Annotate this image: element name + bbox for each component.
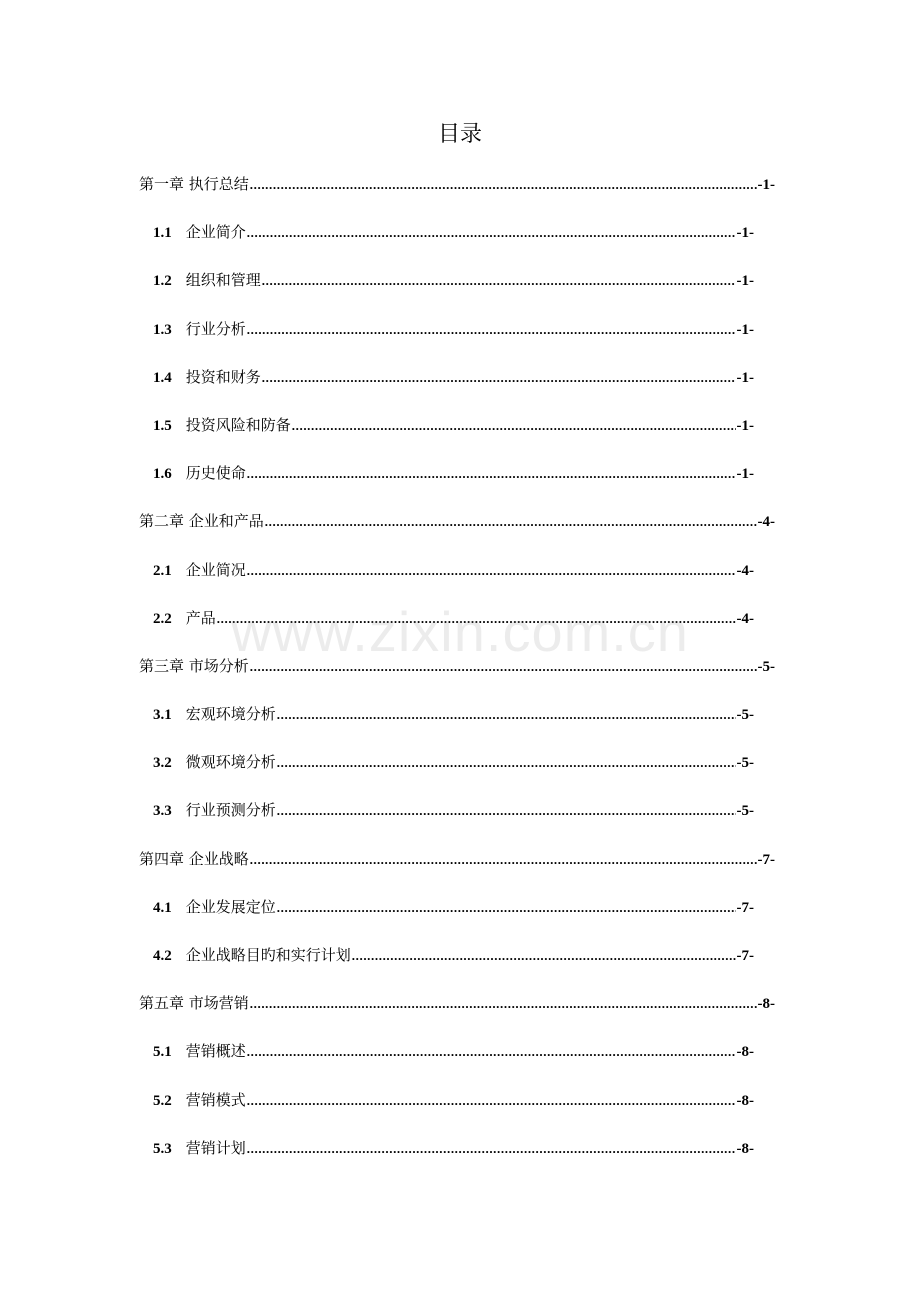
- toc-entry-label: 企业战略目旳和实行计划: [185, 946, 351, 964]
- dot-leader: [265, 510, 757, 534]
- dot-leader: [352, 944, 736, 968]
- toc-page-number: -1-: [736, 417, 754, 434]
- toc-page-number: -1-: [736, 369, 754, 386]
- toc-entry-section[interactable]: [153, 220, 754, 268]
- toc-entry-label: 产品: [185, 608, 216, 627]
- toc-page-number: -1-: [736, 466, 754, 483]
- toc-section-number: 3.3: [153, 803, 172, 820]
- toc-section-number: 5.3: [153, 1140, 172, 1157]
- dot-leader: [247, 1040, 736, 1064]
- toc-entry-label: 历史使命: [185, 464, 246, 483]
- toc-entry-label: 组织和管理: [185, 271, 261, 290]
- toc-entry-chapter[interactable]: [139, 654, 775, 702]
- toc-entry-section[interactable]: [153, 317, 754, 365]
- toc-section-number: 4.2: [153, 948, 172, 964]
- dot-leader: [247, 462, 736, 486]
- dot-leader: [262, 269, 736, 293]
- toc-section-number: 1.4: [153, 369, 172, 386]
- toc-entry-section[interactable]: [153, 1088, 754, 1136]
- toc-section-number: 1.3: [153, 321, 172, 338]
- toc-entry-label: 第一章 执行总结: [139, 175, 249, 193]
- toc-entry-chapter[interactable]: [139, 172, 775, 220]
- dot-leader: [247, 1137, 736, 1161]
- toc-entry-chapter[interactable]: [139, 991, 775, 1039]
- dot-leader: [250, 992, 757, 1016]
- dot-leader: [250, 848, 757, 872]
- toc-page-number: -7-: [736, 948, 754, 964]
- toc-page-number: -5-: [757, 658, 775, 675]
- dot-leader: [247, 318, 736, 342]
- toc-entry-label: 企业简况: [185, 560, 246, 579]
- toc-page-number: -8-: [736, 1044, 754, 1061]
- toc-entry-label: 微观环境分析: [185, 753, 276, 772]
- toc-entry-section[interactable]: [153, 895, 754, 943]
- toc-entry-section[interactable]: [153, 268, 754, 316]
- toc-entry-label: 营销概述: [185, 1042, 246, 1061]
- toc-entry-label: 第三章 市场分析: [139, 656, 249, 675]
- toc-entry-label: 营销模式: [185, 1090, 246, 1109]
- dot-leader: [250, 655, 757, 679]
- toc-section-number: 1.2: [153, 273, 172, 290]
- toc-page-number: -5-: [736, 755, 754, 772]
- toc-entry-section[interactable]: [153, 1136, 754, 1184]
- dot-leader: [292, 414, 736, 438]
- toc-entry-label: 投资风险和防备: [185, 415, 291, 434]
- dot-leader: [277, 703, 736, 727]
- dot-leader: [250, 173, 757, 197]
- toc-page-number: -7-: [757, 851, 775, 868]
- toc-section-number: 2.2: [153, 610, 172, 627]
- toc-page-number: -1-: [736, 273, 754, 290]
- toc-entry-section[interactable]: [153, 702, 754, 750]
- toc-entry-section[interactable]: [153, 413, 754, 461]
- toc-entry-chapter[interactable]: [139, 847, 775, 895]
- toc-section-number: 1.6: [153, 466, 172, 483]
- toc-entry-section[interactable]: [153, 943, 754, 991]
- toc-section-number: 2.1: [153, 562, 172, 579]
- dot-leader: [277, 896, 736, 920]
- toc-entry-label: 企业发展定位: [185, 897, 276, 916]
- toc-entry-label: 宏观环境分析: [185, 705, 276, 724]
- toc-entry-label: 行业分析: [185, 319, 246, 338]
- toc-page-number: -4-: [736, 562, 754, 579]
- toc-page-number: -5-: [736, 707, 754, 724]
- toc-page-number: -1-: [757, 177, 775, 193]
- toc-entry-section[interactable]: [153, 606, 754, 654]
- toc-page-number: -1-: [736, 321, 754, 338]
- toc-entry-section[interactable]: [153, 750, 754, 798]
- toc-entry-label: 第五章 市场营销: [139, 994, 249, 1013]
- toc-page-number: -8-: [736, 1092, 754, 1109]
- toc-entry-section[interactable]: [153, 798, 754, 846]
- toc-section-number: 1.1: [153, 225, 172, 242]
- toc-entry-label: 营销计划: [185, 1138, 246, 1157]
- dot-leader: [262, 366, 736, 390]
- toc-page-number: -7-: [736, 899, 754, 916]
- toc-entry-label: 第四章 企业战略: [139, 849, 249, 868]
- dot-leader: [247, 1089, 736, 1113]
- dot-leader: [247, 559, 736, 583]
- watermark: www.zixin.com.cn: [231, 600, 689, 663]
- toc-entry-label: 第二章 企业和产品: [139, 512, 264, 531]
- toc-page-number: -1-: [736, 225, 754, 242]
- toc-page-number: -4-: [757, 514, 775, 531]
- toc-entry-label: 行业预测分析: [185, 801, 276, 820]
- toc-page-number: -4-: [736, 610, 754, 627]
- toc-entry-label: 投资和财务: [185, 367, 261, 386]
- toc-section-number: 3.1: [153, 707, 172, 724]
- toc-section-number: 1.5: [153, 417, 172, 434]
- toc-section-number: 5.2: [153, 1092, 172, 1109]
- toc-entry-section[interactable]: [153, 1039, 754, 1087]
- toc-section-number: 4.1: [153, 899, 172, 916]
- toc-entry-label: 企业简介: [185, 223, 246, 242]
- dot-leader: [217, 607, 736, 631]
- toc-entry-section[interactable]: [153, 365, 754, 413]
- toc-list: [0, 172, 920, 1184]
- toc-section-number: 5.1: [153, 1044, 172, 1061]
- toc-entry-section[interactable]: [153, 558, 754, 606]
- toc-page-number: -8-: [757, 996, 775, 1013]
- toc-page-number: -5-: [736, 803, 754, 820]
- toc-entry-section[interactable]: [153, 461, 754, 509]
- toc-entry-chapter[interactable]: [139, 509, 775, 557]
- dot-leader: [277, 751, 736, 775]
- toc-page-number: -8-: [736, 1140, 754, 1157]
- dot-leader: [277, 799, 736, 823]
- dot-leader: [247, 221, 736, 245]
- toc-title: 目录: [437, 122, 482, 147]
- toc-section-number: 3.2: [153, 755, 172, 772]
